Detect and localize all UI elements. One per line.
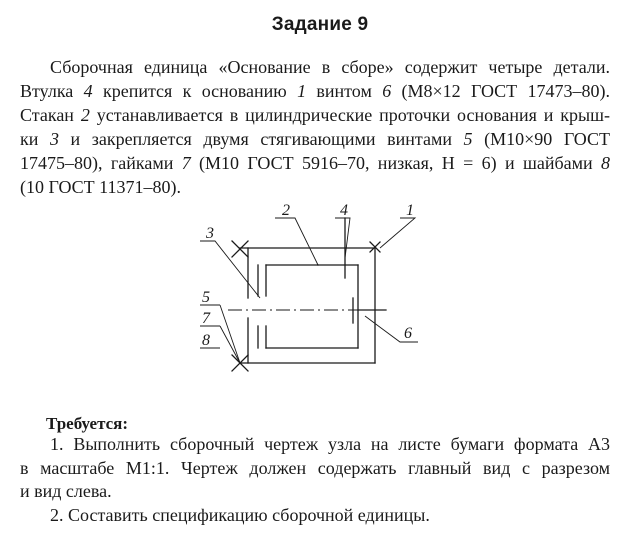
cup-outline <box>258 265 358 348</box>
callout-7: 7 <box>202 310 210 327</box>
description-text: (10 ГОСТ 11371–80). <box>20 177 181 197</box>
description-line <box>20 127 610 151</box>
requirements-heading: Требуется: <box>46 414 129 433</box>
description-text: крепится к основанию <box>92 81 298 101</box>
part-number-ref: 7 <box>181 153 191 173</box>
description-text: (М8×12 ГОСТ 17473–80). <box>391 81 610 101</box>
description-text: Сборочная единица «Основание в сборе» содержит четыре детали. <box>50 57 610 77</box>
requirement-line: и вид слева. <box>20 481 112 501</box>
description-text: ки <box>20 129 50 149</box>
description-text: винтом <box>306 81 383 101</box>
description-text: Стакан <box>20 105 81 125</box>
description-line <box>20 151 610 175</box>
callout-5: 5 <box>202 289 210 306</box>
assignment-title: Задание 9 <box>271 14 369 35</box>
part-number-ref: 8 <box>601 153 610 173</box>
callout-8: 8 <box>202 332 210 349</box>
bushing-outline <box>318 218 358 348</box>
callout-3: 3 <box>206 225 214 242</box>
description-text: и закрепляется двумя стягивающими винтами <box>58 129 464 149</box>
description-text: (М10×90 ГОСТ <box>472 129 610 149</box>
callout-6: 6 <box>404 325 412 342</box>
callout-1: 1 <box>406 202 414 219</box>
part-number-ref: 6 <box>382 81 392 101</box>
description-text: устанавливается в цилиндрические проточки основания и крыш- <box>89 105 610 125</box>
part-number-ref: 2 <box>80 105 90 125</box>
description-text: Втулка <box>20 81 84 101</box>
description-line <box>20 175 610 199</box>
callout-2: 2 <box>282 202 290 219</box>
assignment-description <box>20 55 610 199</box>
description-text: (М10 ГОСТ 5916–70, низкая, Н = 6) и шайбами <box>190 153 601 173</box>
callout-4: 4 <box>340 202 348 219</box>
requirements-list <box>20 433 610 527</box>
description-line <box>20 55 610 79</box>
leader-lines <box>200 218 418 363</box>
requirement-line: 2. Составить спецификацию сборочной единицы. <box>50 504 430 525</box>
part-number-ref: 5 <box>463 129 473 149</box>
requirement-line: в масштабе М1:1. Чертеж должен содержать главный вид с разрезом <box>20 457 610 478</box>
description-line <box>20 79 610 103</box>
requirement-line: 1. Выполнить сборочный чертеж узла на листе бумаги формата А3 <box>50 434 610 454</box>
part-number-ref: 3 <box>49 129 59 149</box>
assembly-sketch <box>190 198 430 378</box>
description-line <box>20 103 610 127</box>
part-number-ref: 1 <box>297 81 307 101</box>
description-text: 17475–80), гайками <box>20 153 182 173</box>
part-number-ref: 4 <box>83 81 93 101</box>
